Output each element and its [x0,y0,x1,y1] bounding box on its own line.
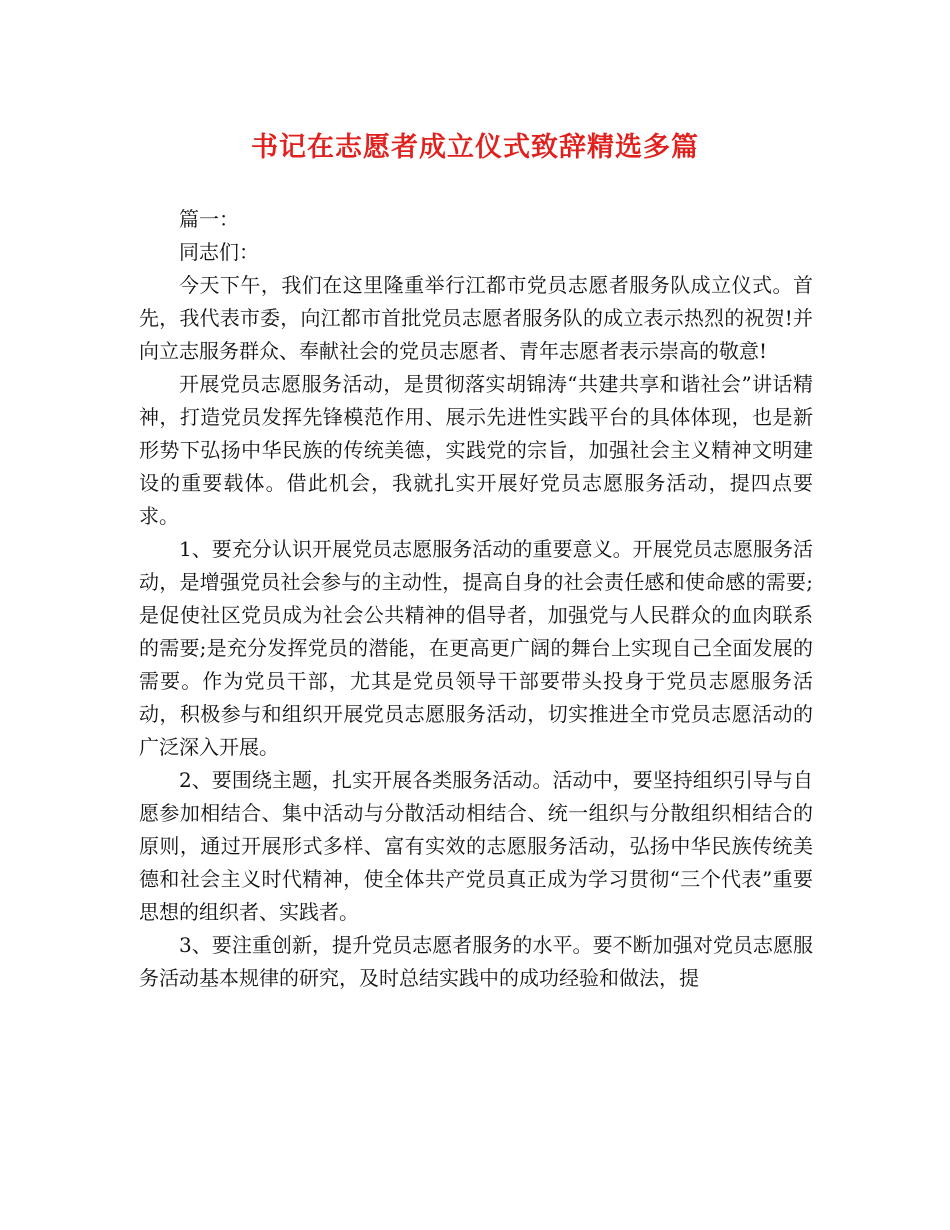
paragraph-4: 2、要围绕主题，扎实开展各类服务活动。活动中，要坚持组织引导与自愿参加相结合、集中活动与分散活动相结合、统一组织与分散组织相结合的原则，通过开展形式多样、富有实效的志愿服务活动，弘扬中华民族传统美德和社会主义时代精神，使全体共产党员真正成为学习贯彻“三个代表”重要思想的组织者、实践者。 [139,768,813,924]
paragraph-3: 1、要充分认识开展党员志愿服务活动的重要意义。开展党员志愿服务活动，是增强党员社会参与的主动性，提高自身的社会责任感和使命感的需要;是促使社区党员成为社会公共精神的倡导者，加强党与人民群众的血肉联系的需要;是充分发挥党员的潜能，在更高更广阔的舞台上实现自己全面发展的需要。作为党员干部，尤其是党员领导干部要带头投身于党员志愿服务活动，积极参与和组织开展党员志愿服务活动，切实推进全市党员志愿活动的广泛深入开展。 [139,537,813,759]
document-body [139,203,813,995]
paragraph-1: 今天下午，我们在这里隆重举行江都市党员志愿者服务队成立仪式。首先，我代表市委，向江都市首批党员志愿者服务队的成立表示热烈的祝贺!并向立志服务群众、奉献社会的党员志愿者、青年志愿者表示崇高的敬意! [139,273,813,363]
paragraph-2: 开展党员志愿服务活动，是贯彻落实胡锦涛“共建共享和谐社会”讲话精神，打造党员发挥先锋模范作用、展示先进性实践平台的具体体现，也是新形势下弘扬中华民族的传统美德，实践党的宗旨，加强社会主义精神文明建设的重要载体。借此机会，我就扎实开展好党员志愿服务活动，提四点要求。 [139,372,813,528]
document-title: 书记在志愿者成立仪式致辞精选多篇 [251,132,699,163]
salutation: 同志们： [179,240,259,264]
paragraph-5: 3、要注重创新，提升党员志愿者服务的水平。要不断加强对党员志愿服务活动基本规律的研究，及时总结实践中的成功经验和做法，提 [139,933,813,990]
section-label: 篇一： [179,207,239,231]
